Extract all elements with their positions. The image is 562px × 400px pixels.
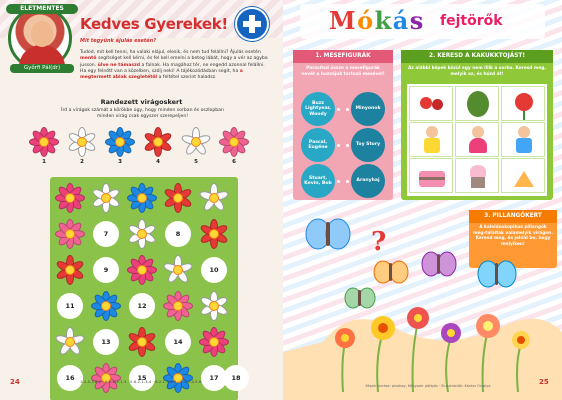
- flower-center: [137, 337, 147, 347]
- flower-center: [65, 193, 75, 203]
- puzzle-title: Randezett virágoskert: [100, 98, 183, 106]
- butterfly-body: [495, 263, 498, 285]
- reference-flower: [66, 126, 98, 158]
- reference-flower: [180, 126, 212, 158]
- title-letter: M: [329, 6, 358, 35]
- flower-center: [447, 329, 455, 337]
- flower-icon: [199, 291, 229, 321]
- right-page: [283, 0, 562, 400]
- grid-flower: [198, 182, 230, 214]
- match-right-3[interactable]: [351, 164, 385, 198]
- picture-girl[interactable]: [455, 122, 499, 157]
- grid-flower: [54, 326, 86, 358]
- match-left-2-label: Pascal, Eugéne: [308, 139, 328, 150]
- butterfly-wing: [496, 261, 516, 287]
- flower-center: [209, 301, 219, 311]
- title-letter: á: [392, 6, 410, 35]
- answer-circle-number: 16: [57, 365, 83, 391]
- butterfly-body: [389, 263, 392, 281]
- answer-circle-number: 17: [201, 365, 227, 391]
- connector-dot: [346, 108, 349, 111]
- box3-heading: 3. PILLANGÓKERT: [469, 210, 557, 223]
- answer-circle[interactable]: [90, 218, 122, 250]
- cartoon-match-box: [293, 50, 393, 200]
- connector-dot: [337, 180, 340, 183]
- reference-flower: [142, 126, 174, 158]
- greeting-heading: Kedves Gyerekek!: [80, 15, 228, 33]
- title-letter: ó: [357, 6, 375, 35]
- butterfly-wing: [359, 288, 375, 308]
- grid-flower: [162, 254, 194, 286]
- grid-flower: [126, 218, 158, 250]
- grid-flower: [54, 218, 86, 250]
- flower-center: [39, 137, 49, 147]
- cake-layer-icon: [419, 177, 445, 180]
- grid-flower: [126, 326, 158, 358]
- flower-icon: [199, 327, 229, 357]
- title-puzzles: fejtörők: [440, 13, 503, 29]
- flower-icon: [105, 127, 135, 157]
- flower-center: [517, 336, 525, 344]
- flower-icon: [67, 127, 97, 157]
- answer-circle-number: 14: [165, 329, 191, 355]
- picture-child[interactable]: [501, 122, 545, 157]
- ambulance-emblem-icon: [235, 7, 269, 41]
- box2-heading: 2. KERESD A KAKUKKTOJÁST!: [401, 50, 553, 63]
- answer-circle-number: 13: [93, 329, 119, 355]
- grid-flower: [162, 290, 194, 322]
- flower-center: [209, 229, 219, 239]
- intro-emphasis: mentő: [80, 56, 97, 62]
- answer-circle[interactable]: [126, 290, 158, 322]
- match-left-2[interactable]: [301, 128, 335, 162]
- answer-circle[interactable]: [54, 362, 86, 394]
- answer-circle[interactable]: [90, 254, 122, 286]
- flower-icon: [199, 219, 229, 249]
- butterfly-icon[interactable]: [422, 252, 456, 276]
- picture-boy[interactable]: [409, 122, 453, 157]
- reference-number: 1: [42, 159, 46, 165]
- flower-icon: [127, 183, 157, 213]
- apple-icon: [432, 99, 443, 110]
- grid-flower: [198, 290, 230, 322]
- grid-flower: [162, 362, 194, 394]
- page-number-right: 25: [539, 378, 549, 386]
- butterfly-body: [437, 254, 440, 274]
- match-right-1[interactable]: [351, 92, 385, 126]
- butterfly-icon[interactable]: [478, 261, 516, 287]
- grid-flower: [162, 182, 194, 214]
- flower-center: [137, 265, 147, 275]
- pie-slice-icon: [514, 171, 534, 187]
- emblem-cross-horizontal: [243, 21, 261, 27]
- match-right-2[interactable]: [351, 128, 385, 162]
- flower-center: [483, 321, 493, 331]
- connector-dot: [346, 144, 349, 147]
- reference-number: 3: [118, 159, 122, 165]
- match-left-1-label: Buzz Lightyear, Woody: [305, 100, 331, 117]
- intro-emphasis: ülve ne támaszd: [97, 62, 141, 68]
- flower-center: [173, 265, 183, 275]
- answer-circle[interactable]: [90, 326, 122, 358]
- flower-icon: [55, 327, 85, 357]
- flower-center: [115, 137, 125, 147]
- stem-icon: [523, 111, 525, 120]
- answer-circle-number: 11: [57, 293, 83, 319]
- match-right-2-label: Toy Story: [355, 142, 381, 148]
- flower-center: [209, 193, 219, 203]
- reference-number: 5: [194, 159, 198, 165]
- grid-flower: [90, 362, 122, 394]
- grid-flower: [54, 182, 86, 214]
- answer-circle[interactable]: [162, 218, 194, 250]
- flower-center: [209, 337, 219, 347]
- intro-text: a falnak. Ha magához tér, ne engedd azonnal felállni. Ha egy felnőtt van a közelben, szólj neki! A tájékozódásban segít, ha: [80, 62, 265, 74]
- box2-instructions: Az alábbi képek közül egy nem illik a sorba. Keresd meg, melyik az, és húzd át!: [408, 66, 546, 77]
- flower-icon: [199, 183, 229, 213]
- answer-circle[interactable]: [220, 362, 252, 394]
- answer-circle-number: 18: [223, 365, 249, 391]
- intro-text: Tudod, mit kell tenni, ha valaki elájul, elesik, és nem tud felállni? Ájulás esetén: [80, 50, 261, 55]
- flower-center: [341, 334, 349, 342]
- flower-icon: [127, 219, 157, 249]
- flower-center: [65, 229, 75, 239]
- rose-icon: [515, 93, 533, 111]
- flower-icon: [91, 183, 121, 213]
- picture-bush[interactable]: [455, 86, 499, 121]
- answer-circle[interactable]: [126, 362, 158, 394]
- butterfly-icon[interactable]: [374, 261, 408, 283]
- flower-center: [414, 314, 422, 322]
- butterfly-body: [358, 290, 361, 306]
- connector-dot: [346, 180, 349, 183]
- flower-center: [137, 229, 147, 239]
- avatar-face-shape: [31, 21, 53, 47]
- intro-text: a feltétel szerint haladsz.: [157, 75, 217, 81]
- flower-center: [191, 137, 201, 147]
- answer-circle-number: 7: [93, 221, 119, 247]
- cupcake-top-icon: [470, 165, 486, 177]
- butterfly-garden-illustration: [283, 202, 562, 400]
- box1-heading: 1. MESEFIGURÁK: [293, 50, 393, 63]
- grid-flower: [198, 218, 230, 250]
- box3-instructions: A kaleidoskopikus pillangók meg-találtak valamelyik virágon. Keresd meg, és jelöld be, hogy melyiken!: [473, 225, 553, 247]
- reference-number: 4: [156, 159, 160, 165]
- flower-icon: [127, 327, 157, 357]
- page-number-left: 24: [10, 378, 20, 386]
- badge-bottom: Győrfi Pál(dr): [10, 64, 74, 73]
- title-letter: s: [409, 6, 425, 35]
- answer-circle-number: 9: [93, 257, 119, 283]
- flower-center: [65, 337, 75, 347]
- reference-flower: [104, 126, 136, 158]
- match-left-3-label: Stuart, Kevin, Bob: [304, 175, 332, 186]
- match-left-3[interactable]: [301, 164, 335, 198]
- butterflies: [306, 219, 516, 308]
- butterfly-icon[interactable]: [345, 288, 375, 308]
- intro-text: segítséget kell kérni, és fel kell emelni a beteg lábát, hogy a vér az agyba jusson.: [80, 56, 268, 68]
- flower-icon: [127, 255, 157, 285]
- flower-icon: [163, 291, 193, 321]
- flower-center: [77, 137, 87, 147]
- flower-center: [229, 137, 239, 147]
- picture-grid: [407, 84, 547, 196]
- flower-center: [101, 301, 111, 311]
- apple-icon: [420, 97, 432, 109]
- answer-circle-number: 10: [201, 257, 227, 283]
- boy-head-icon: [426, 126, 438, 138]
- boy-body-icon: [424, 138, 440, 153]
- match-right-1-label: Minyonok: [355, 106, 381, 112]
- reference-number: 2: [80, 159, 84, 165]
- answer-circle[interactable]: [162, 326, 194, 358]
- answer-circle[interactable]: [198, 254, 230, 286]
- flower-icon: [29, 127, 59, 157]
- flower-icon: [55, 255, 85, 285]
- flower-icon: [55, 219, 85, 249]
- flower-icon: [163, 363, 193, 393]
- child-head-icon: [518, 126, 530, 138]
- flower-icon: [219, 127, 249, 157]
- reference-flower: [218, 126, 250, 158]
- answer-circle-number: 8: [165, 221, 191, 247]
- flower-center: [173, 301, 183, 311]
- flower-center: [101, 193, 111, 203]
- doctor-avatar: [8, 6, 72, 70]
- butterfly-wing: [390, 261, 408, 283]
- child-body-icon: [516, 138, 532, 153]
- match-left-1[interactable]: [301, 92, 335, 126]
- title-fun: [329, 6, 425, 35]
- picture-rose[interactable]: [501, 86, 545, 121]
- flower-center: [137, 193, 147, 203]
- title-letter: k: [374, 6, 393, 35]
- reference-number: 6: [232, 159, 236, 165]
- grid-flower: [90, 290, 122, 322]
- flower-icon: [91, 363, 121, 393]
- badge-top: ELETMENTES: [6, 4, 78, 14]
- picture-slice[interactable]: [501, 158, 545, 193]
- flower-icon: [143, 127, 173, 157]
- answer-circle[interactable]: [54, 290, 86, 322]
- reference-flower: [28, 126, 60, 158]
- flower-center: [173, 193, 183, 203]
- cupcake-base-icon: [471, 177, 485, 188]
- flower-center: [153, 137, 163, 147]
- flower-icon: [163, 255, 193, 285]
- image-credits: Képek forrása: pixabay, Kényszer pöttyös · Illusztrációk: Kántor Orsolya: [365, 384, 491, 388]
- connector-dot: [337, 144, 340, 147]
- girl-head-icon: [472, 126, 484, 138]
- butterfly-wing: [438, 252, 456, 276]
- grid-flower: [126, 254, 158, 286]
- intro-paragraph: [80, 50, 270, 81]
- grid-flower: [126, 182, 158, 214]
- match-right-3-label: Aranyhaj: [356, 178, 380, 184]
- flower-icon: [181, 127, 211, 157]
- connector-dot: [337, 108, 340, 111]
- intro-emphasis: a megtermett ablak szegletétől: [80, 68, 243, 81]
- flower-center: [65, 265, 75, 275]
- box1-instructions: Párosítsd össze a mesefigurák nevét a hozzájuk tartozó mesével!: [301, 66, 385, 77]
- butterfly-icon[interactable]: [306, 219, 350, 249]
- flower-icon: [163, 183, 193, 213]
- answer-circle-number: 12: [129, 293, 155, 319]
- butterfly-body: [326, 222, 330, 246]
- picture-apples[interactable]: [409, 86, 453, 121]
- bush-icon: [467, 91, 489, 117]
- section-subheading: Mit tegyünk ájulás esetén?: [80, 38, 157, 44]
- answer-sequence: 1-4-5-3-6-2 · 4-5-6-2-1-3 · 5-6-2-1-3-4 · 6-2-1-3-4-5 · 2-1-3-4-5-6: [80, 380, 202, 384]
- picture-cake[interactable]: [409, 158, 453, 193]
- grid-flower: [198, 326, 230, 358]
- grid-flower: [90, 182, 122, 214]
- grid-flower: [54, 254, 86, 286]
- puzzle-description: Írd a virágok számát a körökbe úgy, hogy minden sorban és oszlopban minden virág csak egyszer szerepeljen!: [61, 108, 224, 120]
- question-mark-icon: ?: [371, 227, 387, 257]
- flower-icon: [55, 183, 85, 213]
- odd-one-out-box: [401, 50, 553, 200]
- picture-cupcake[interactable]: [455, 158, 499, 193]
- flower-center: [378, 323, 388, 333]
- girl-dress-icon: [469, 138, 487, 153]
- flower-icon: [91, 291, 121, 321]
- answer-circle-number: 15: [129, 365, 155, 391]
